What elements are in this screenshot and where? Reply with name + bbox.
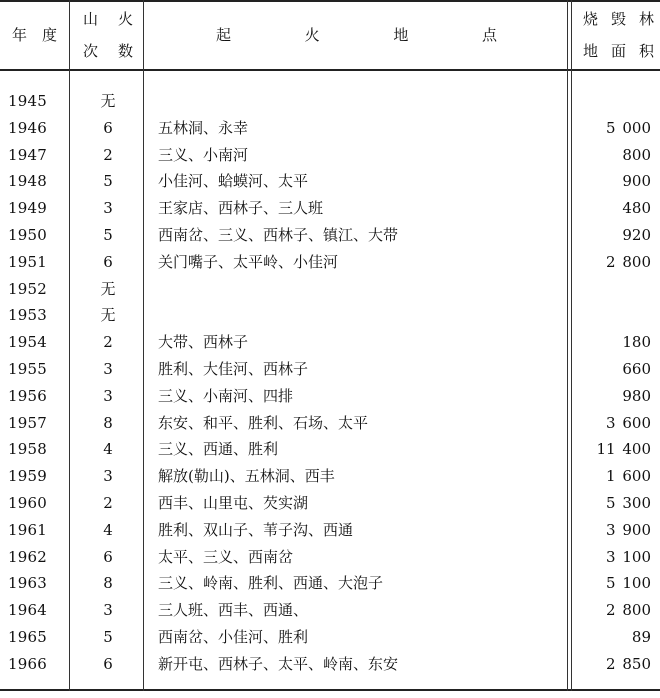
fire-count-cell: 3: [103, 601, 113, 620]
fire-count-cell: 5: [103, 225, 113, 244]
location-cell: 小佳河、蛤蟆河、太平: [158, 172, 309, 191]
burned-area-cell: 5 000: [606, 118, 651, 137]
table-row: [0, 597, 660, 624]
location-cell: 胜利、双山子、苇子沟、西通: [158, 520, 354, 539]
table-row: [0, 410, 660, 437]
location-cell: 东安、和平、胜利、石场、太平: [158, 413, 369, 432]
table-row: [0, 115, 660, 142]
year-cell: 1960: [8, 493, 47, 512]
table-row: [0, 302, 660, 329]
burned-area-cell: 900: [622, 172, 651, 191]
burned-area-cell: 2 800: [606, 252, 651, 271]
fire-count-cell: 6: [103, 654, 113, 673]
location-cell: 三义、西通、胜利: [158, 440, 279, 459]
table-row: [0, 222, 660, 249]
year-cell: 1959: [8, 467, 47, 486]
year-cell: 1953: [8, 306, 47, 325]
year-cell: 1952: [8, 279, 47, 298]
fire-count-cell: 5: [103, 172, 113, 191]
burned-area-cell: 1 600: [606, 467, 651, 486]
burned-area-cell: 3 900: [606, 520, 651, 539]
table-row: [0, 436, 660, 463]
location-cell: 五林洞、永幸: [158, 118, 249, 137]
table-row: [0, 168, 660, 195]
table-row: [0, 356, 660, 383]
table-row: [0, 651, 660, 678]
table-row: [0, 142, 660, 169]
burned-area-cell: 660: [622, 359, 651, 378]
year-cell: 1962: [8, 547, 47, 566]
location-cell: 大带、西林子: [158, 333, 249, 352]
fire-count-cell: 3: [103, 199, 113, 218]
burned-area-cell: 180: [622, 333, 651, 352]
table-top-rule: [0, 0, 660, 2]
fire-count-cell: 6: [103, 547, 113, 566]
fire-count-cell: 8: [103, 574, 113, 593]
year-cell: 1963: [8, 574, 47, 593]
header-location: 起 火 地 点: [216, 26, 497, 44]
burned-area-cell: 3 100: [606, 547, 651, 566]
fire-count-cell: 2: [103, 493, 113, 512]
fire-count-cell: 5: [103, 627, 113, 646]
header-year: 年 度: [12, 26, 57, 44]
table-row: [0, 329, 660, 356]
year-cell: 1958: [8, 440, 47, 459]
burned-area-cell: 980: [622, 386, 651, 405]
location-cell: 西南岔、三义、西林子、镇江、大带: [158, 225, 399, 244]
fire-count-cell: 无: [100, 92, 116, 110]
table-row: [0, 88, 660, 115]
location-cell: 三义、岭南、胜利、西通、大泡子: [158, 574, 384, 593]
location-cell: 三义、小南河、四排: [158, 386, 294, 405]
fire-count-cell: 3: [103, 386, 113, 405]
table-row: [0, 463, 660, 490]
table-row: [0, 249, 660, 276]
burned-area-cell: 2 850: [606, 654, 651, 673]
table-row: [0, 570, 660, 597]
location-cell: 西丰、山里屯、芡实湖: [158, 493, 309, 512]
fire-count-cell: 无: [100, 279, 116, 298]
location-cell: 解放(勒山)、五林洞、西丰: [158, 467, 335, 486]
year-cell: 1945: [8, 92, 47, 110]
year-cell: 1950: [8, 225, 47, 244]
location-cell: 关门嘴子、太平岭、小佳河: [158, 252, 339, 271]
location-cell: 王家店、西林子、三人班: [158, 199, 324, 218]
year-cell: 1956: [8, 386, 47, 405]
fire-count-cell: 无: [100, 306, 116, 325]
year-cell: 1947: [8, 145, 47, 164]
location-cell: 胜利、大佳河、西林子: [158, 359, 309, 378]
fire-count-cell: 4: [103, 520, 113, 539]
table-body: [0, 88, 660, 678]
location-cell: 西南岔、小佳河、胜利: [158, 627, 309, 646]
table-row: [0, 276, 660, 303]
year-cell: 1949: [8, 199, 47, 218]
location-cell: 新开屯、西林子、太平、岭南、东安: [158, 654, 399, 673]
burned-area-cell: 5 300: [606, 493, 651, 512]
burned-area-cell: 3 600: [606, 413, 651, 432]
burned-area-cell: 920: [622, 225, 651, 244]
year-cell: 1966: [8, 654, 47, 673]
fire-count-cell: 3: [103, 359, 113, 378]
burned-area-cell: 800: [622, 145, 651, 164]
fire-count-cell: 2: [103, 145, 113, 164]
year-cell: 1965: [8, 627, 47, 646]
header-burned-area: 烧 毁 林 地 面 积: [583, 10, 654, 60]
location-cell: 三义、小南河: [158, 145, 249, 164]
year-cell: 1948: [8, 172, 47, 191]
year-cell: 1951: [8, 252, 47, 271]
burned-area-cell: 5 100: [606, 574, 651, 593]
year-cell: 1955: [8, 359, 47, 378]
table-row: [0, 490, 660, 517]
fire-count-cell: 6: [103, 252, 113, 271]
year-cell: 1964: [8, 601, 47, 620]
fire-count-cell: 4: [103, 440, 113, 459]
table-row: [0, 624, 660, 651]
burned-area-cell: 89: [631, 627, 651, 646]
fire-count-cell: 2: [103, 333, 113, 352]
burned-area-cell: 2 800: [606, 601, 651, 620]
table-row: [0, 544, 660, 571]
table-row: [0, 383, 660, 410]
burned-area-cell: 11 400: [596, 440, 651, 459]
table-bottom-rule: [0, 689, 660, 691]
year-cell: 1957: [8, 413, 47, 432]
burned-area-cell: 480: [622, 199, 651, 218]
year-cell: 1954: [8, 333, 47, 352]
header-fire-count: 山 火 次 数: [83, 10, 133, 60]
fire-count-cell: 3: [103, 467, 113, 486]
year-cell: 1946: [8, 118, 47, 137]
location-cell: 太平、三义、西南岔: [158, 547, 294, 566]
table-row: [0, 517, 660, 544]
location-cell: 三人班、西丰、西通、: [158, 601, 309, 620]
year-cell: 1961: [8, 520, 47, 539]
table-row: [0, 195, 660, 222]
fire-count-cell: 6: [103, 118, 113, 137]
fire-count-cell: 8: [103, 413, 113, 432]
